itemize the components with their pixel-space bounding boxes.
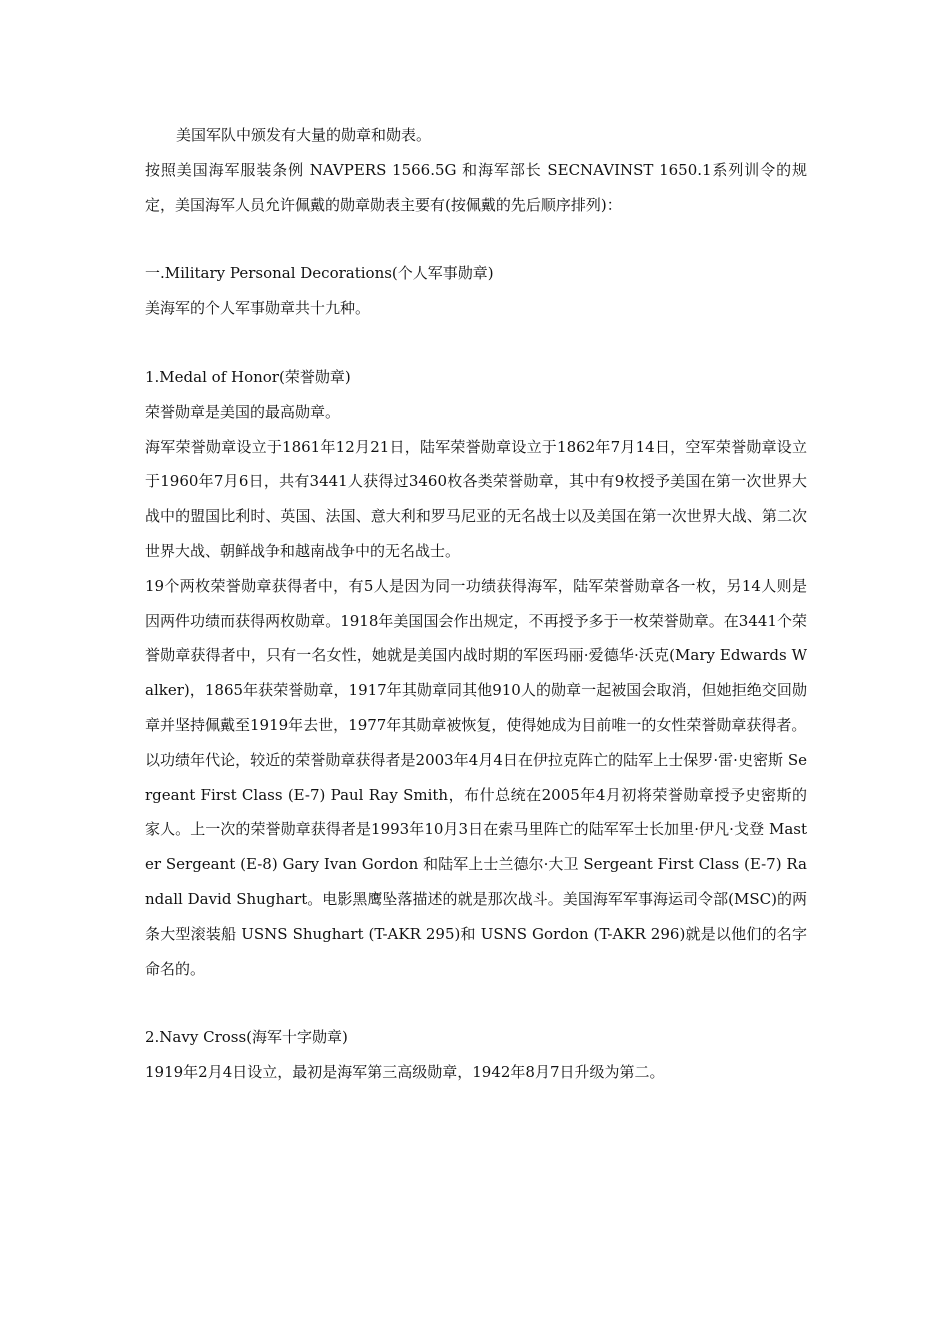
section-summary: 美海军的个人军事勋章共十九种。: [145, 299, 371, 318]
intro-paragraph-2: 按照美国海军服装条例 NAVPERS 1566.5G 和海军部长 SECNAVINST 1650.1系列训令的规定，美国海军人员允许佩戴的勋章勋表主要有(按佩戴的先后顺序排列)：: [145, 160, 807, 214]
spacer: [145, 986, 807, 1020]
medal-of-honor-paragraph-4: 以功绩年代论，较近的荣誉勋章获得者是2003年4月4日在伊拉克阵亡的陆军上士保罗·雷·史密斯 Sergeant First Class (E-7) Paul Ray Smith，布什总统在2005年4月初将荣誉勋章授予史密斯的家人。上一次的荣誉勋章获得者是1993年10月3日在索马里阵亡的陆军军士长加里·伊凡·戈登 Master Sergeant (E-8) Gary Ivan Gordon 和陆军上士兰德尔·大卫 Sergeant First Class (E-7) Randall David Shughart。电影黑鹰坠落描述的就是那次战斗。美国海军军事海运司令部(MSC)的两条大型滚装船 USNS Shughart (T-AKR 295)和 USNS Gordon (T-AKR 296)就是以他们的名字命名的。: [145, 750, 807, 978]
navy-cross-paragraph-1: 1919年2月4日设立，最初是海军第三高级勋章，1942年8月7日升级为第二。: [145, 1063, 665, 1082]
spacer: [145, 222, 807, 256]
medal-of-honor-paragraph-3: 19个两枚荣誉勋章获得者中，有5人是因为同一功绩获得海军，陆军荣誉勋章各一枚，另14人则是因两件功绩而获得两枚勋章。1918年美国国会作出规定，不再授予多于一枚荣誉勋章。在3441个荣誉勋章获得者中，只有一名女性，她就是美国内战时期的军医玛丽·爱德华·沃克(Mary Edwards Walker)，1865年获荣誉勋章，1917年其勋章同其他910人的勋章一起被国会取消，但她拒绝交回勋章并坚持佩戴至1919年去世，1977年其勋章被恢复，使得她成为目前唯一的女性荣誉勋章获得者。: [145, 576, 807, 734]
heading-medal-of-honor: 1.Medal of Honor(荣誉勋章): [145, 367, 351, 386]
section-heading-military-personal-decorations: 一.Military Personal Decorations(个人军事勋章): [145, 264, 494, 283]
spacer: [145, 326, 807, 360]
medal-of-honor-paragraph-1: 荣誉勋章是美国的最高勋章。: [145, 402, 341, 421]
intro-paragraph-1: 美国军队中颁发有大量的勋章和勋表。: [176, 126, 432, 144]
medal-of-honor-paragraph-2: 海军荣誉勋章设立于1861年12月21日，陆军荣誉勋章设立于1862年7月14日，空军荣誉勋章设立于1960年7月6日，共有3441人获得过3460枚各类荣誉勋章，其中有9枚授予美国在第一次世界大战中的盟国比利时、英国、法国、意大利和罗马尼亚的无名战士以及美国在第一次世界大战、第二次世界大战、朝鲜战争和越南战争中的无名战士。: [145, 437, 807, 560]
document-page: [145, 118, 807, 1090]
heading-navy-cross: 2.Navy Cross(海军十字勋章): [145, 1028, 348, 1047]
